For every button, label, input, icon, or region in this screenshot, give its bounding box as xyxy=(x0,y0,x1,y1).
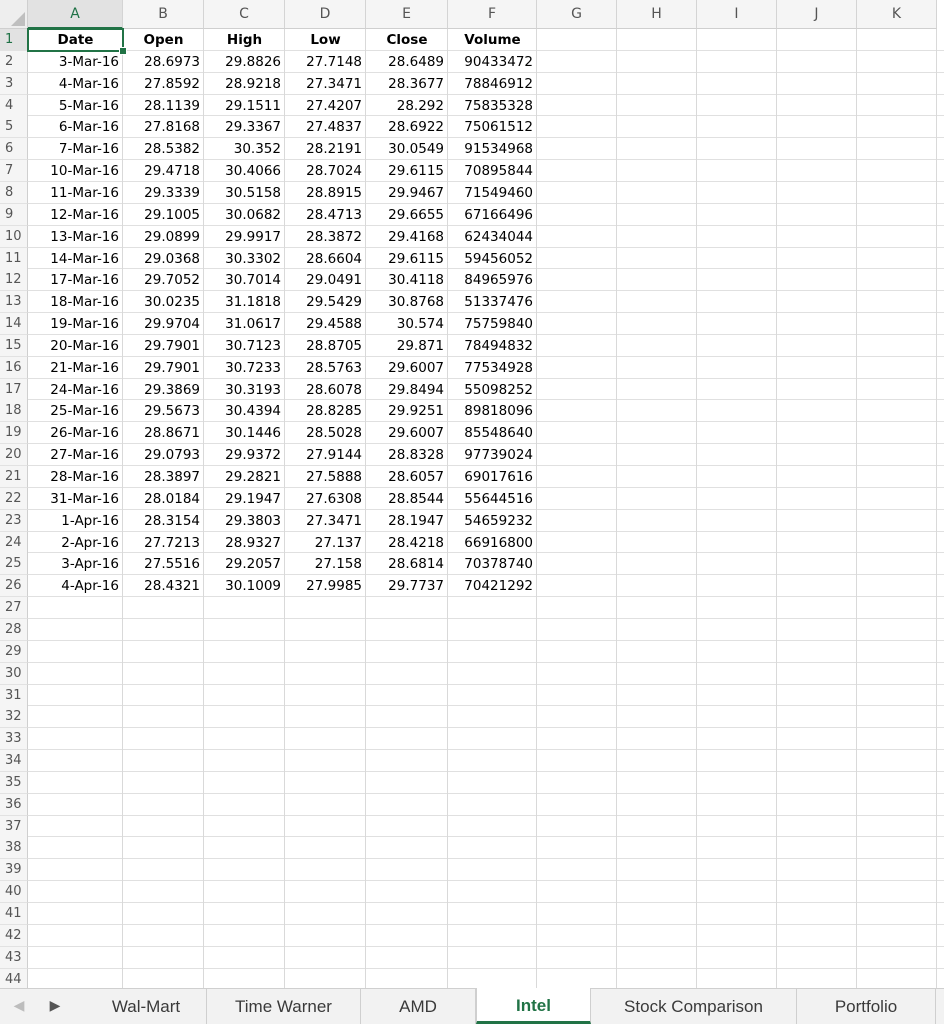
data-cell[interactable]: 27.6308 xyxy=(306,490,362,507)
data-cell[interactable]: 29.2057 xyxy=(225,556,281,573)
row-header-25[interactable]: 25 xyxy=(0,553,28,575)
data-cell[interactable]: 29.9917 xyxy=(225,228,281,245)
data-cell[interactable]: 28.6604 xyxy=(306,250,362,267)
row-header-8[interactable]: 8 xyxy=(0,182,28,204)
data-cell[interactable]: 30.7014 xyxy=(225,272,281,289)
data-cell[interactable]: 28.8705 xyxy=(306,337,362,354)
row-header-19[interactable]: 19 xyxy=(0,422,28,444)
data-cell[interactable]: 27.9985 xyxy=(306,578,362,595)
data-cell[interactable]: 29.9372 xyxy=(225,447,281,464)
data-cell[interactable]: 28.8544 xyxy=(388,490,444,507)
header-cell-date[interactable]: Date xyxy=(57,32,94,48)
column-gridline xyxy=(856,29,857,988)
data-cell[interactable]: 29.0793 xyxy=(144,447,200,464)
tab-intel[interactable]: Intel xyxy=(476,988,591,1024)
data-cell[interactable]: 30.3302 xyxy=(225,250,281,267)
data-cell[interactable]: 6-Mar-16 xyxy=(58,119,119,136)
data-cell[interactable]: 28.8328 xyxy=(388,447,444,464)
column-gridline xyxy=(696,29,697,988)
row-header-26[interactable]: 26 xyxy=(0,575,28,597)
row-header-9[interactable]: 9 xyxy=(0,204,28,226)
row-gridline xyxy=(28,858,944,859)
data-cell[interactable]: 30.7123 xyxy=(225,337,281,354)
data-cell[interactable]: 84965976 xyxy=(464,272,533,289)
data-cell[interactable]: 27.8592 xyxy=(144,75,200,92)
data-cell[interactable]: 91534968 xyxy=(464,141,533,158)
data-cell[interactable]: 24-Mar-16 xyxy=(50,381,119,398)
row-header-42[interactable]: 42 xyxy=(0,925,28,947)
row-header-11[interactable]: 11 xyxy=(0,248,28,270)
data-cell[interactable]: 28.9327 xyxy=(225,534,281,551)
row-header-20[interactable]: 20 xyxy=(0,444,28,466)
column-header-b[interactable]: B xyxy=(123,0,204,29)
data-cell[interactable]: 28.3897 xyxy=(144,469,200,485)
data-cell[interactable]: 29.3367 xyxy=(225,119,281,136)
data-cell[interactable]: 31.1818 xyxy=(225,294,281,311)
data-cell[interactable]: 75759840 xyxy=(464,316,533,333)
data-cell[interactable]: 10-Mar-16 xyxy=(50,163,119,180)
column-gridline xyxy=(616,29,617,988)
row-header-38[interactable]: 38 xyxy=(0,837,28,859)
row-header-36[interactable]: 36 xyxy=(0,794,28,816)
data-cell[interactable]: 31-Mar-16 xyxy=(50,490,119,507)
row-header-33[interactable]: 33 xyxy=(0,728,28,750)
row-header-23[interactable]: 23 xyxy=(0,510,28,532)
row-header-15[interactable]: 15 xyxy=(0,335,28,357)
data-cell[interactable]: 27.5516 xyxy=(144,556,200,573)
data-cell[interactable]: 27.3471 xyxy=(306,75,362,92)
data-cell[interactable]: 29.8494 xyxy=(388,381,444,398)
data-cell[interactable]: 28.4218 xyxy=(388,534,444,551)
data-cell[interactable]: 29.6007 xyxy=(388,359,444,376)
row-gridline xyxy=(28,946,944,947)
data-cell[interactable]: 28.6057 xyxy=(388,469,444,485)
data-cell[interactable]: 28.1139 xyxy=(144,97,200,114)
data-cell[interactable]: 28.9218 xyxy=(225,75,281,92)
row-gridline xyxy=(28,815,944,816)
data-cell[interactable]: 30.4118 xyxy=(388,272,444,289)
data-cell[interactable]: 97739024 xyxy=(464,447,533,464)
tab-stock-comparison[interactable]: Stock Comparison xyxy=(591,989,797,1024)
tab-time-warner[interactable]: Time Warner xyxy=(207,989,361,1024)
data-cell[interactable]: 29.3803 xyxy=(225,512,281,529)
data-cell[interactable]: 30.7233 xyxy=(225,359,281,376)
row-header-29[interactable]: 29 xyxy=(0,641,28,663)
data-cell[interactable]: 28.0184 xyxy=(144,490,200,507)
data-cell[interactable]: 30.0682 xyxy=(225,206,281,223)
column-header-e[interactable]: E xyxy=(366,0,448,29)
data-cell[interactable]: 27.9144 xyxy=(306,447,362,464)
data-cell[interactable]: 54659232 xyxy=(464,512,533,529)
row-header-12[interactable]: 12 xyxy=(0,269,28,291)
column-header-a[interactable]: A xyxy=(28,0,123,29)
row-gridline xyxy=(28,880,944,881)
data-cell[interactable]: 18-Mar-16 xyxy=(50,294,119,311)
data-cell[interactable]: 29.7737 xyxy=(388,578,444,595)
data-cell[interactable]: 29.1511 xyxy=(225,97,281,114)
data-cell[interactable]: 28.5763 xyxy=(306,359,362,376)
data-cell[interactable]: 62434044 xyxy=(464,228,533,245)
row-gridline xyxy=(28,793,944,794)
data-cell[interactable]: 28.4321 xyxy=(144,578,200,595)
data-cell[interactable]: 89818096 xyxy=(464,403,533,420)
row-gridline xyxy=(28,749,944,750)
row-header-3[interactable]: 3 xyxy=(0,73,28,95)
select-all-icon xyxy=(11,12,25,26)
data-cell[interactable]: 11-Mar-16 xyxy=(50,184,119,201)
data-cell[interactable]: 30.1009 xyxy=(225,578,281,595)
column-header-f[interactable]: F xyxy=(448,0,537,29)
data-cell[interactable]: 29.7901 xyxy=(144,359,200,376)
header-cell-low[interactable]: Low xyxy=(310,32,341,48)
row-gridline xyxy=(28,727,944,728)
data-cell[interactable]: 29.4168 xyxy=(388,228,444,245)
data-cell[interactable]: 30.4066 xyxy=(225,163,281,180)
data-cell[interactable]: 70895844 xyxy=(464,163,533,180)
data-cell[interactable]: 30.574 xyxy=(396,316,444,333)
data-cell[interactable]: 28.3154 xyxy=(144,512,200,529)
tab-amd[interactable]: AMD xyxy=(361,989,476,1024)
data-cell[interactable]: 28.6078 xyxy=(306,381,362,398)
column-header-k[interactable]: K xyxy=(857,0,937,29)
row-header-22[interactable]: 22 xyxy=(0,488,28,510)
data-cell[interactable]: 30.0549 xyxy=(388,141,444,158)
data-cell[interactable]: 29.4588 xyxy=(306,316,362,333)
header-cell-high[interactable]: High xyxy=(226,32,263,48)
data-cell[interactable]: 30.4394 xyxy=(225,403,281,420)
row-header-13[interactable]: 13 xyxy=(0,291,28,313)
data-cell[interactable]: 28.8915 xyxy=(306,184,362,201)
row-gridline xyxy=(28,705,944,706)
data-cell[interactable]: 19-Mar-16 xyxy=(50,316,119,333)
data-cell[interactable]: 4-Apr-16 xyxy=(61,578,119,595)
data-cell[interactable]: 1-Apr-16 xyxy=(61,512,119,529)
data-cell[interactable]: 29.9251 xyxy=(388,403,444,420)
data-cell[interactable]: 29.0491 xyxy=(306,272,362,289)
column-header-h[interactable]: H xyxy=(617,0,697,29)
data-cell[interactable]: 28.8671 xyxy=(144,425,200,442)
fill-handle[interactable] xyxy=(119,47,127,55)
data-cell[interactable]: 4-Mar-16 xyxy=(58,75,119,92)
row-gridline xyxy=(28,640,944,641)
data-cell[interactable]: 27.8168 xyxy=(144,119,200,136)
row-header-34[interactable]: 34 xyxy=(0,750,28,772)
data-cell[interactable]: 29.5429 xyxy=(306,294,362,311)
data-cell[interactable]: 14-Mar-16 xyxy=(50,250,119,267)
row-header-37[interactable]: 37 xyxy=(0,816,28,838)
column-gridline xyxy=(776,29,777,988)
row-header-44[interactable]: 44 xyxy=(0,969,28,988)
data-cell[interactable]: 28.1947 xyxy=(388,512,444,529)
data-cell[interactable]: 27.158 xyxy=(314,556,362,573)
data-cell[interactable]: 25-Mar-16 xyxy=(50,403,119,420)
data-cell[interactable]: 30.1446 xyxy=(225,425,281,442)
data-cell[interactable]: 3-Apr-16 xyxy=(61,556,119,573)
data-cell[interactable]: 29.3869 xyxy=(144,381,200,398)
row-header-18[interactable]: 18 xyxy=(0,400,28,422)
header-cell-open[interactable]: Open xyxy=(143,32,184,48)
data-cell[interactable]: 28.7024 xyxy=(306,163,362,180)
data-cell[interactable]: 69017616 xyxy=(464,469,533,485)
data-cell[interactable]: 27.3471 xyxy=(306,512,362,529)
data-cell[interactable]: 21-Mar-16 xyxy=(50,359,119,376)
data-cell[interactable]: 27.5888 xyxy=(306,469,362,485)
data-cell[interactable]: 51337476 xyxy=(464,294,533,311)
data-cell[interactable]: 78494832 xyxy=(464,337,533,354)
data-cell[interactable]: 78846912 xyxy=(464,75,533,92)
data-cell[interactable]: 7-Mar-16 xyxy=(58,141,119,158)
row-gridline xyxy=(28,836,944,837)
row-gridline xyxy=(28,684,944,685)
data-cell[interactable]: 29.871 xyxy=(396,337,444,354)
row-header-24[interactable]: 24 xyxy=(0,532,28,554)
data-cell[interactable]: 70378740 xyxy=(464,556,533,573)
data-cell[interactable]: 85548640 xyxy=(464,425,533,442)
row-header-21[interactable]: 21 xyxy=(0,466,28,488)
row-header-31[interactable]: 31 xyxy=(0,685,28,707)
data-cell[interactable]: 3-Mar-16 xyxy=(58,53,119,70)
data-cell[interactable]: 13-Mar-16 xyxy=(50,228,119,245)
row-header-30[interactable]: 30 xyxy=(0,663,28,685)
tab-portfolio[interactable]: Portfolio xyxy=(797,989,936,1024)
data-cell[interactable]: 29.4718 xyxy=(144,163,200,180)
data-cell[interactable]: 30.0235 xyxy=(144,294,200,311)
row-header-10[interactable]: 10 xyxy=(0,226,28,248)
data-cell[interactable]: 29.0368 xyxy=(144,250,200,267)
data-cell[interactable]: 28.6973 xyxy=(144,53,200,70)
row-header-2[interactable]: 2 xyxy=(0,51,28,73)
column-header-c[interactable]: C xyxy=(204,0,285,29)
data-cell[interactable]: 27.137 xyxy=(314,534,362,551)
triangle-right-icon[interactable]: ▶ xyxy=(49,998,61,1014)
data-cell[interactable]: 29.9704 xyxy=(144,316,200,333)
row-header-16[interactable]: 16 xyxy=(0,357,28,379)
row-gridline xyxy=(28,968,944,969)
data-cell[interactable]: 75835328 xyxy=(464,97,533,114)
data-cell[interactable]: 2-Apr-16 xyxy=(61,534,119,551)
data-cell[interactable]: 26-Mar-16 xyxy=(50,425,119,442)
data-cell[interactable]: 29.6115 xyxy=(388,250,444,267)
row-header-40[interactable]: 40 xyxy=(0,881,28,903)
row-header-14[interactable]: 14 xyxy=(0,313,28,335)
column-header-g[interactable]: G xyxy=(537,0,617,29)
row-header-43[interactable]: 43 xyxy=(0,947,28,969)
data-cell[interactable]: 30.352 xyxy=(233,141,281,158)
data-cell[interactable]: 29.9467 xyxy=(388,184,444,201)
row-header-32[interactable]: 32 xyxy=(0,706,28,728)
data-cell[interactable]: 29.1947 xyxy=(225,490,281,507)
data-cell[interactable]: 28.292 xyxy=(396,97,444,114)
select-all-corner[interactable] xyxy=(0,0,28,29)
data-cell[interactable]: 29.6007 xyxy=(388,425,444,442)
data-cell[interactable]: 30.8768 xyxy=(388,294,444,311)
row-header-28[interactable]: 28 xyxy=(0,619,28,641)
column-header-j[interactable]: J xyxy=(777,0,857,29)
data-cell[interactable]: 28.5028 xyxy=(306,425,362,442)
data-cell[interactable]: 28-Mar-16 xyxy=(50,469,119,485)
data-cell[interactable]: 27.4207 xyxy=(306,97,362,114)
data-cell[interactable]: 29.2821 xyxy=(225,469,281,485)
data-cell[interactable]: 90433472 xyxy=(464,53,533,70)
row-header-41[interactable]: 41 xyxy=(0,903,28,925)
data-cell[interactable]: 75061512 xyxy=(464,119,533,136)
data-cell[interactable]: 67166496 xyxy=(464,206,533,223)
data-cell[interactable]: 5-Mar-16 xyxy=(58,97,119,114)
row-header-6[interactable]: 6 xyxy=(0,138,28,160)
row-header-17[interactable]: 17 xyxy=(0,379,28,401)
column-header-d[interactable]: D xyxy=(285,0,366,29)
data-cell[interactable]: 27.4837 xyxy=(306,119,362,136)
data-cell[interactable]: 28.3677 xyxy=(388,75,444,92)
column-gridline xyxy=(936,29,937,988)
column-header-i[interactable]: I xyxy=(697,0,777,29)
row-header-1[interactable]: 1 xyxy=(0,29,28,51)
data-cell[interactable]: 55644516 xyxy=(464,490,533,507)
data-cell[interactable]: 28.5382 xyxy=(144,141,200,158)
data-cell[interactable]: 29.3339 xyxy=(144,184,200,201)
triangle-left-icon[interactable]: ◀ xyxy=(13,998,25,1014)
data-cell[interactable]: 29.6115 xyxy=(388,163,444,180)
row-header-39[interactable]: 39 xyxy=(0,859,28,881)
data-cell[interactable]: 29.5673 xyxy=(144,403,200,420)
data-cell[interactable]: 77534928 xyxy=(464,359,533,376)
data-cell[interactable]: 29.1005 xyxy=(144,206,200,223)
data-cell[interactable]: 66916800 xyxy=(464,534,533,551)
data-cell[interactable]: 30.5158 xyxy=(225,184,281,201)
data-cell[interactable]: 29.7901 xyxy=(144,337,200,354)
row-gridline xyxy=(28,924,944,925)
row-header-7[interactable]: 7 xyxy=(0,160,28,182)
data-cell[interactable]: 70421292 xyxy=(464,578,533,595)
data-cell[interactable]: 20-Mar-16 xyxy=(50,337,119,354)
data-cell[interactable]: 27.7148 xyxy=(306,53,362,70)
data-cell[interactable]: 28.6814 xyxy=(388,556,444,573)
data-cell[interactable]: 31.0617 xyxy=(225,316,281,333)
data-cell[interactable]: 28.6922 xyxy=(388,119,444,136)
sheet-tab-bar xyxy=(0,988,944,1024)
data-cell[interactable]: 29.8826 xyxy=(225,53,281,70)
data-cell[interactable]: 27.7213 xyxy=(144,534,200,551)
data-cell[interactable]: 28.8285 xyxy=(306,403,362,420)
data-cell[interactable]: 29.6655 xyxy=(388,206,444,223)
data-cell[interactable]: 12-Mar-16 xyxy=(50,206,119,223)
data-cell[interactable]: 27-Mar-16 xyxy=(50,447,119,464)
data-cell[interactable]: 59456052 xyxy=(464,250,533,267)
data-cell[interactable]: 29.0899 xyxy=(144,228,200,245)
row-header-35[interactable]: 35 xyxy=(0,772,28,794)
row-header-27[interactable]: 27 xyxy=(0,597,28,619)
tab-wal-mart[interactable]: Wal-Mart xyxy=(86,989,207,1024)
header-cell-volume[interactable]: Volume xyxy=(464,32,521,48)
data-cell[interactable]: 17-Mar-16 xyxy=(50,272,119,289)
row-header-5[interactable]: 5 xyxy=(0,116,28,138)
row-gridline xyxy=(28,662,944,663)
row-gridline xyxy=(28,618,944,619)
data-cell[interactable]: 71549460 xyxy=(464,184,533,201)
data-cell[interactable]: 28.4713 xyxy=(306,206,362,223)
data-cell[interactable]: 30.3193 xyxy=(225,381,281,398)
header-cell-close[interactable]: Close xyxy=(386,32,428,48)
data-cell[interactable]: 29.7052 xyxy=(144,272,200,289)
row-header-4[interactable]: 4 xyxy=(0,95,28,117)
row-gridline xyxy=(28,771,944,772)
data-cell[interactable]: 28.6489 xyxy=(388,53,444,70)
data-cell[interactable]: 55098252 xyxy=(464,381,533,398)
row-gridline xyxy=(28,902,944,903)
data-cell[interactable]: 28.2191 xyxy=(306,141,362,158)
data-cell[interactable]: 28.3872 xyxy=(306,228,362,245)
